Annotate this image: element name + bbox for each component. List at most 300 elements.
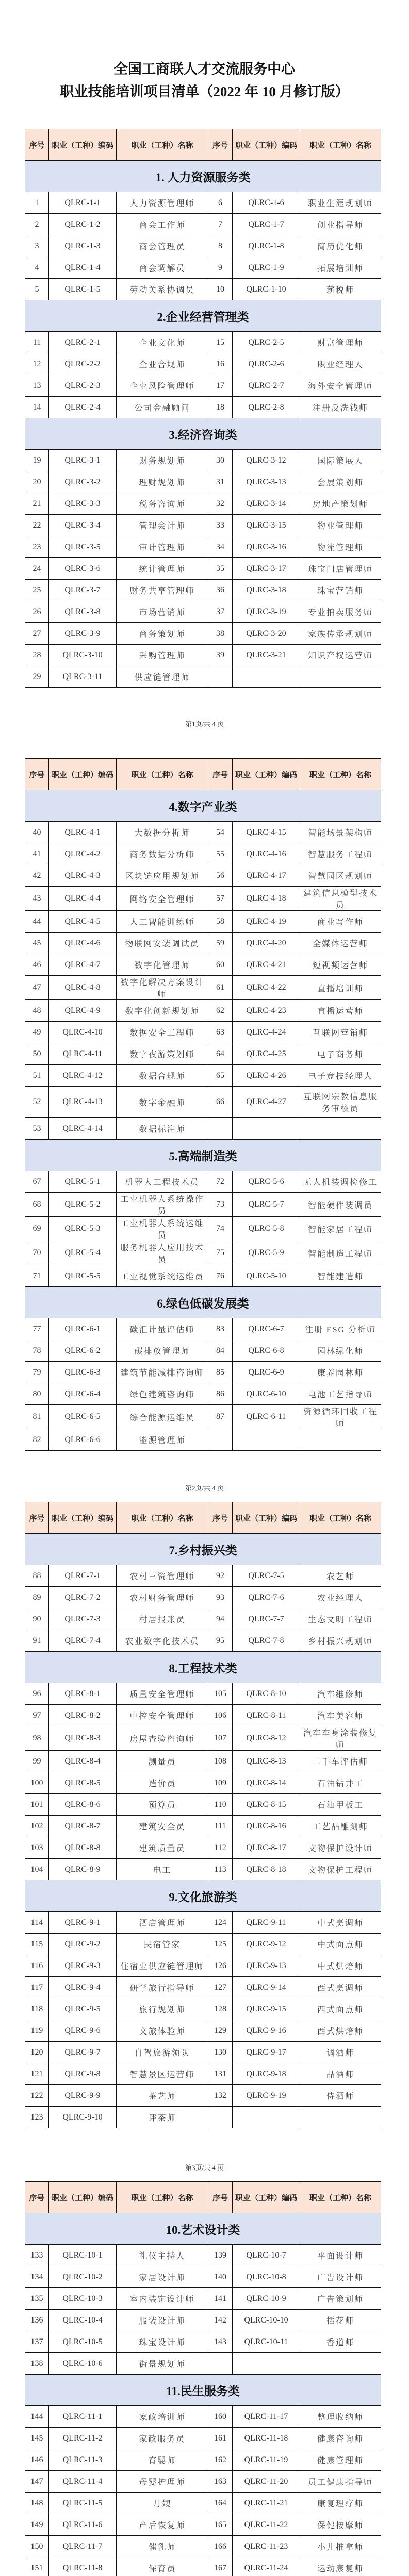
name-cell: 预算员	[117, 1794, 208, 1816]
name-cell: 综合能源运维员	[117, 1405, 208, 1429]
code-cell-2: QLRC-9-16	[233, 2020, 300, 2042]
code-cell: QLRC-8-5	[49, 1772, 117, 1794]
seq-cell-2: 83	[208, 1318, 233, 1340]
seq-cell: 99	[25, 1751, 49, 1772]
name-cell: 月嫂	[117, 2493, 208, 2514]
header-code-2: 职业（工种）编码	[233, 129, 300, 161]
name-cell: 茶艺师	[117, 2085, 208, 2107]
seq-cell-2: 75	[208, 1241, 233, 1265]
seq-cell-2: 61	[208, 976, 233, 1000]
seq-cell: 27	[25, 623, 49, 645]
code-cell: QLRC-2-2	[49, 353, 117, 375]
code-cell-2: QLRC-4-17	[233, 865, 300, 887]
table-row	[25, 933, 381, 954]
seq-cell: 114	[25, 1912, 49, 1934]
code-cell: QLRC-6-1	[49, 1318, 117, 1340]
seq-cell: 67	[25, 1171, 49, 1193]
table-row	[25, 976, 381, 1000]
code-cell-2: QLRC-11-17	[233, 2406, 300, 2428]
code-cell: QLRC-1-1	[49, 192, 117, 214]
seq-cell-2: 60	[208, 954, 233, 976]
name-cell-2: 广告策划师	[300, 2288, 381, 2310]
header-seq-2: 序号	[208, 759, 233, 790]
name-cell-2: 电池工艺指导师	[300, 1383, 381, 1405]
name-cell: 企业合规师	[117, 353, 208, 375]
table-row	[25, 580, 381, 601]
code-cell-2: QLRC-6-11	[233, 1405, 300, 1429]
seq-cell-2: 56	[208, 865, 233, 887]
section-row	[25, 1652, 381, 1683]
name-cell: 统计管理师	[117, 558, 208, 580]
name-cell-2: 整理收纳师	[300, 2406, 381, 2428]
code-cell: QLRC-7-3	[49, 1608, 117, 1630]
table-row	[25, 1022, 381, 1043]
name-cell-2: 品酒师	[300, 2063, 381, 2085]
name-cell-2: 专业拍卖服务师	[300, 601, 381, 623]
seq-cell-2: 127	[208, 1977, 233, 1998]
code-cell: QLRC-4-5	[49, 911, 117, 933]
code-cell-2: QLRC-3-14	[233, 493, 300, 515]
table-row	[25, 1630, 381, 1652]
seq-cell: 97	[25, 1705, 49, 1726]
code-cell-2: QLRC-11-22	[233, 2514, 300, 2536]
table-row	[25, 1794, 381, 1816]
seq-cell: 46	[25, 954, 49, 976]
name-cell-2: 建筑信息模型技术员	[300, 887, 381, 911]
code-cell-2: QLRC-6-8	[233, 1340, 300, 1362]
seq-cell: 80	[25, 1383, 49, 1405]
seq-cell-2: 30	[208, 450, 233, 471]
code-cell: QLRC-8-3	[49, 1726, 117, 1751]
code-cell: QLRC-4-6	[49, 933, 117, 954]
code-cell: QLRC-7-4	[49, 1630, 117, 1652]
seq-cell-2: 142	[208, 2310, 233, 2331]
code-cell-2: QLRC-4-27	[233, 1087, 300, 1118]
name-cell: 碳汇计量评估师	[117, 1318, 208, 1340]
name-cell: 商务策划师	[117, 623, 208, 645]
section-row	[25, 418, 381, 450]
table-row	[25, 1340, 381, 1362]
name-cell: 测量员	[117, 1751, 208, 1772]
code-cell-2: QLRC-3-15	[233, 515, 300, 536]
name-cell-2: 房地产策划师	[300, 493, 381, 515]
code-cell-2: QLRC-5-6	[233, 1171, 300, 1193]
seq-cell-2: 132	[208, 2085, 233, 2107]
seq-cell-2: 62	[208, 1000, 233, 1022]
table-row	[25, 1565, 381, 1587]
code-cell: QLRC-3-4	[49, 515, 117, 536]
seq-cell: 82	[25, 1429, 49, 1451]
table-row	[25, 1705, 381, 1726]
seq-cell: 69	[25, 1217, 49, 1241]
table-row	[25, 1241, 381, 1265]
code-cell-2: QLRC-4-22	[233, 976, 300, 1000]
header-name-2: 职业（工种）名称	[300, 2182, 381, 2213]
table-row	[25, 887, 381, 911]
seq-cell: 71	[25, 1265, 49, 1287]
table-row	[25, 1751, 381, 1772]
name-cell-2: 二手车评估师	[300, 1751, 381, 1772]
code-cell: QLRC-5-2	[49, 1193, 117, 1217]
seq-cell: 12	[25, 353, 49, 375]
name-cell: 理财规划师	[117, 471, 208, 493]
header-seq: 序号	[25, 759, 49, 790]
name-cell-2: 平面设计师	[300, 2245, 381, 2266]
name-cell: 数字化创新规划师	[117, 1000, 208, 1022]
seq-cell-2: 37	[208, 601, 233, 623]
seq-cell: 96	[25, 1683, 49, 1705]
seq-cell-2: 66	[208, 1087, 233, 1118]
code-cell: QLRC-6-4	[49, 1383, 117, 1405]
seq-cell: 44	[25, 911, 49, 933]
code-cell: QLRC-4-7	[49, 954, 117, 976]
table-row	[25, 1934, 381, 1955]
name-cell-2	[300, 666, 381, 688]
seq-cell-2: 110	[208, 1794, 233, 1816]
code-cell-2: QLRC-11-18	[233, 2428, 300, 2449]
code-cell: QLRC-3-7	[49, 580, 117, 601]
name-cell: 工业视觉系统运维员	[117, 1265, 208, 1287]
seq-cell: 144	[25, 2406, 49, 2428]
section-title: 9.文化旅游类	[25, 1880, 381, 1912]
table-row	[25, 2353, 381, 2375]
name-cell-2: 西式面点师	[300, 1998, 381, 2020]
name-cell: 母婴护理师	[117, 2471, 208, 2493]
table-row	[25, 1405, 381, 1429]
code-cell-2	[233, 2353, 300, 2375]
code-cell-2: QLRC-11-21	[233, 2493, 300, 2514]
code-cell-2	[233, 666, 300, 688]
table-row	[25, 2331, 381, 2353]
page-2	[0, 728, 409, 1493]
code-cell: QLRC-5-3	[49, 1217, 117, 1241]
code-cell: QLRC-6-6	[49, 1429, 117, 1451]
seq-cell-2: 57	[208, 887, 233, 911]
name-cell: 服务机器人应用技术员	[117, 1241, 208, 1265]
name-cell: 机器人工程技术员	[117, 1171, 208, 1193]
code-cell: QLRC-4-14	[49, 1118, 117, 1140]
table-row	[25, 1837, 381, 1859]
code-cell-2: QLRC-4-24	[233, 1022, 300, 1043]
table-row	[25, 2245, 381, 2266]
name-cell-2: 家族传承规划师	[300, 623, 381, 645]
seq-cell-2: 109	[208, 1772, 233, 1794]
occupation-table	[25, 1502, 381, 2128]
table-row	[25, 450, 381, 471]
code-cell-2: QLRC-5-8	[233, 1217, 300, 1241]
name-cell: 酒店管理师	[117, 1912, 208, 1934]
code-cell: QLRC-4-3	[49, 865, 117, 887]
seq-cell-2: 131	[208, 2063, 233, 2085]
code-cell-2: QLRC-7-5	[233, 1565, 300, 1587]
header-seq-2: 序号	[208, 1502, 233, 1534]
name-cell: 育婴师	[117, 2449, 208, 2471]
code-cell: QLRC-6-2	[49, 1340, 117, 1362]
table-row	[25, 397, 381, 418]
seq-cell: 135	[25, 2288, 49, 2310]
code-cell-2: QLRC-6-9	[233, 1362, 300, 1383]
seq-cell: 148	[25, 2493, 49, 2514]
name-cell: 物联网安装调试员	[117, 933, 208, 954]
header-code: 职业（工种）编码	[49, 129, 117, 161]
seq-cell-2: 140	[208, 2266, 233, 2288]
name-cell: 工业机器人系统运维员	[117, 1217, 208, 1241]
name-cell-2: 薪税师	[300, 279, 381, 300]
name-cell: 街景规划师	[117, 2353, 208, 2375]
code-cell-2: QLRC-3-13	[233, 471, 300, 493]
name-cell-2: 商业写作师	[300, 911, 381, 933]
table-row	[25, 558, 381, 580]
code-cell: QLRC-9-5	[49, 1998, 117, 2020]
code-cell-2: QLRC-3-20	[233, 623, 300, 645]
name-cell: 住宿业供应链管理师	[117, 1955, 208, 1977]
name-cell: 能源管理师	[117, 1429, 208, 1451]
occupation-table	[25, 2181, 381, 2576]
pages-container	[0, 103, 409, 2576]
code-cell-2: QLRC-3-16	[233, 536, 300, 558]
seq-cell: 138	[25, 2353, 49, 2375]
seq-cell: 150	[25, 2536, 49, 2557]
code-cell: QLRC-10-1	[49, 2245, 117, 2266]
name-cell: 房屋查验咨询师	[117, 1726, 208, 1751]
code-cell: QLRC-5-5	[49, 1265, 117, 1287]
section-title: 3.经济咨询类	[25, 418, 381, 450]
seq-cell-2: 124	[208, 1912, 233, 1934]
name-cell-2: 中式面点师	[300, 1934, 381, 1955]
seq-cell: 50	[25, 1043, 49, 1065]
code-cell: QLRC-11-8	[49, 2557, 117, 2576]
table-row	[25, 1726, 381, 1751]
name-cell: 服装设计师	[117, 2310, 208, 2331]
seq-cell-2: 111	[208, 1816, 233, 1837]
seq-cell: 100	[25, 1772, 49, 1794]
name-cell: 供应链管理师	[117, 666, 208, 688]
seq-cell-2: 65	[208, 1065, 233, 1087]
seq-cell: 88	[25, 1565, 49, 1587]
name-cell: 建筑质量员	[117, 1837, 208, 1859]
name-cell-2: 广告设计师	[300, 2266, 381, 2288]
seq-cell-2: 35	[208, 558, 233, 580]
name-cell-2: 调酒师	[300, 2042, 381, 2063]
seq-cell: 77	[25, 1318, 49, 1340]
seq-cell-2: 34	[208, 536, 233, 558]
seq-cell-2: 139	[208, 2245, 233, 2266]
name-cell-2: 石油钻井工	[300, 1772, 381, 1794]
name-cell: 家政培训师	[117, 2406, 208, 2428]
section-title: 2.企业经营管理类	[25, 300, 381, 332]
seq-cell-2: 160	[208, 2406, 233, 2428]
document-title: 全国工商联人才交流服务中心	[0, 58, 409, 80]
seq-cell: 4	[25, 257, 49, 279]
table-row	[25, 2107, 381, 2128]
name-cell-2: 无人机装调检修工	[300, 1171, 381, 1193]
header-seq-2: 序号	[208, 129, 233, 161]
name-cell-2: 工艺品雕刻师	[300, 1816, 381, 1837]
seq-cell-2: 108	[208, 1751, 233, 1772]
name-cell-2: 珠宝营销师	[300, 580, 381, 601]
seq-cell-2: 112	[208, 1837, 233, 1859]
seq-cell: 116	[25, 1955, 49, 1977]
seq-cell-2: 55	[208, 843, 233, 865]
code-cell: QLRC-3-8	[49, 601, 117, 623]
code-cell-2: QLRC-1-8	[233, 235, 300, 257]
code-cell-2: QLRC-3-21	[233, 645, 300, 666]
table-row	[25, 1998, 381, 2020]
name-cell: 数字夜游策划师	[117, 1043, 208, 1065]
seq-cell-2: 84	[208, 1340, 233, 1362]
table-row	[25, 353, 381, 375]
seq-cell: 2	[25, 214, 49, 235]
name-cell-2: 智慧园区规划师	[300, 865, 381, 887]
table-row	[25, 1118, 381, 1140]
code-cell: QLRC-8-8	[49, 1837, 117, 1859]
table-row	[25, 1193, 381, 1217]
code-cell-2: QLRC-4-25	[233, 1043, 300, 1065]
code-cell: QLRC-10-6	[49, 2353, 117, 2375]
code-cell-2: QLRC-2-5	[233, 332, 300, 353]
name-cell-2: 财富管理师	[300, 332, 381, 353]
code-cell: QLRC-3-1	[49, 450, 117, 471]
name-cell-2: 员工健康指导师	[300, 2471, 381, 2493]
name-cell-2: 园林绿化师	[300, 1340, 381, 1362]
seq-cell: 147	[25, 2471, 49, 2493]
code-cell: QLRC-11-5	[49, 2493, 117, 2514]
code-cell-2: QLRC-5-9	[233, 1241, 300, 1265]
seq-cell-2: 126	[208, 1955, 233, 1977]
name-cell-2: 智能场景架构师	[300, 822, 381, 843]
page-footer: 第1页/共 4 页	[0, 688, 409, 728]
page-footer: 第3页/共 4 页	[0, 2128, 409, 2172]
table-row	[25, 1587, 381, 1608]
seq-cell: 49	[25, 1022, 49, 1043]
seq-cell-2: 164	[208, 2493, 233, 2514]
seq-cell: 104	[25, 1859, 49, 1880]
name-cell-2: 文物保护设计师	[300, 1837, 381, 1859]
name-cell-2: 西式烹调师	[300, 1977, 381, 1998]
code-cell: QLRC-9-9	[49, 2085, 117, 2107]
name-cell-2: 国际策展人	[300, 450, 381, 471]
name-cell: 人工智能训练师	[117, 911, 208, 933]
seq-cell-2: 93	[208, 1587, 233, 1608]
header-code: 职业（工种）编码	[49, 1502, 117, 1534]
code-cell-2: QLRC-3-19	[233, 601, 300, 623]
seq-cell-2: 95	[208, 1630, 233, 1652]
code-cell-2: QLRC-9-15	[233, 1998, 300, 2020]
seq-cell: 43	[25, 887, 49, 911]
table-header-row	[25, 2182, 381, 2213]
name-cell-2: 西式烘焙师	[300, 2020, 381, 2042]
seq-cell: 14	[25, 397, 49, 418]
code-cell: QLRC-11-2	[49, 2428, 117, 2449]
name-cell: 审计管理师	[117, 536, 208, 558]
code-cell: QLRC-10-3	[49, 2288, 117, 2310]
name-cell-2: 知识产权运营师	[300, 645, 381, 666]
section-row	[25, 161, 381, 192]
code-cell-2: QLRC-8-15	[233, 1794, 300, 1816]
seq-cell-2: 87	[208, 1405, 233, 1429]
code-cell-2: QLRC-5-10	[233, 1265, 300, 1287]
seq-cell-2: 85	[208, 1362, 233, 1383]
name-cell: 商会调解员	[117, 257, 208, 279]
seq-cell: 52	[25, 1087, 49, 1118]
code-cell: QLRC-4-10	[49, 1022, 117, 1043]
table-row	[25, 493, 381, 515]
code-cell-2: QLRC-8-18	[233, 1859, 300, 1880]
seq-cell-2: 92	[208, 1565, 233, 1587]
code-cell-2: QLRC-8-12	[233, 1726, 300, 1751]
seq-cell: 89	[25, 1587, 49, 1608]
header-seq: 序号	[25, 129, 49, 161]
name-cell: 建筑节能减排咨询师	[117, 1362, 208, 1383]
name-cell-2: 插花师	[300, 2310, 381, 2331]
seq-cell-2: 8	[208, 235, 233, 257]
seq-cell-2	[208, 2107, 233, 2128]
name-cell: 数字金融师	[117, 1087, 208, 1118]
code-cell: QLRC-1-4	[49, 257, 117, 279]
code-cell: QLRC-9-2	[49, 1934, 117, 1955]
table-row	[25, 332, 381, 353]
name-cell: 数字化解决方案设计师	[117, 976, 208, 1000]
seq-cell: 70	[25, 1241, 49, 1265]
seq-cell: 5	[25, 279, 49, 300]
name-cell: 保育员	[117, 2557, 208, 2576]
seq-cell-2: 7	[208, 214, 233, 235]
name-cell-2: 小儿推拿师	[300, 2536, 381, 2557]
name-cell: 农村三资管理师	[117, 1565, 208, 1587]
name-cell-2: 香道师	[300, 2331, 381, 2353]
code-cell: QLRC-10-5	[49, 2331, 117, 2353]
code-cell-2: QLRC-10-11	[233, 2331, 300, 2353]
name-cell-2	[300, 2353, 381, 2375]
seq-cell: 48	[25, 1000, 49, 1022]
code-cell-2: QLRC-9-19	[233, 2085, 300, 2107]
name-cell: 室内装饰设计师	[117, 2288, 208, 2310]
name-cell-2: 简历优化师	[300, 235, 381, 257]
seq-cell: 3	[25, 235, 49, 257]
name-cell: 工业机器人系统操作员	[117, 1193, 208, 1217]
code-cell-2	[233, 2107, 300, 2128]
name-cell: 管理会计师	[117, 515, 208, 536]
seq-cell: 115	[25, 1934, 49, 1955]
header-code: 职业（工种）编码	[49, 759, 117, 790]
name-cell-2: 中式烘焙师	[300, 1955, 381, 1977]
table-row	[25, 214, 381, 235]
code-cell: QLRC-2-3	[49, 375, 117, 397]
name-cell: 村居报账员	[117, 1608, 208, 1630]
seq-cell-2: 73	[208, 1193, 233, 1217]
seq-cell-2: 74	[208, 1217, 233, 1241]
code-cell-2: QLRC-8-14	[233, 1772, 300, 1794]
name-cell-2: 珠宝门店管理师	[300, 558, 381, 580]
header-code-2: 职业（工种）编码	[233, 759, 300, 790]
seq-cell: 78	[25, 1340, 49, 1362]
name-cell: 采购管理师	[117, 645, 208, 666]
code-cell: QLRC-9-10	[49, 2107, 117, 2128]
seq-cell-2: 113	[208, 1859, 233, 1880]
seq-cell: 45	[25, 933, 49, 954]
name-cell-2: 智能制造工程师	[300, 1241, 381, 1265]
name-cell: 中控安全管理师	[117, 1705, 208, 1726]
code-cell-2: QLRC-2-7	[233, 375, 300, 397]
seq-cell: 117	[25, 1977, 49, 1998]
code-cell: QLRC-8-6	[49, 1794, 117, 1816]
name-cell-2: 全媒体运营师	[300, 933, 381, 954]
table-row	[25, 911, 381, 933]
seq-cell: 68	[25, 1193, 49, 1217]
name-cell-2: 智能建造师	[300, 1265, 381, 1287]
name-cell-2: 直播培训师	[300, 976, 381, 1000]
seq-cell-2: 129	[208, 2020, 233, 2042]
